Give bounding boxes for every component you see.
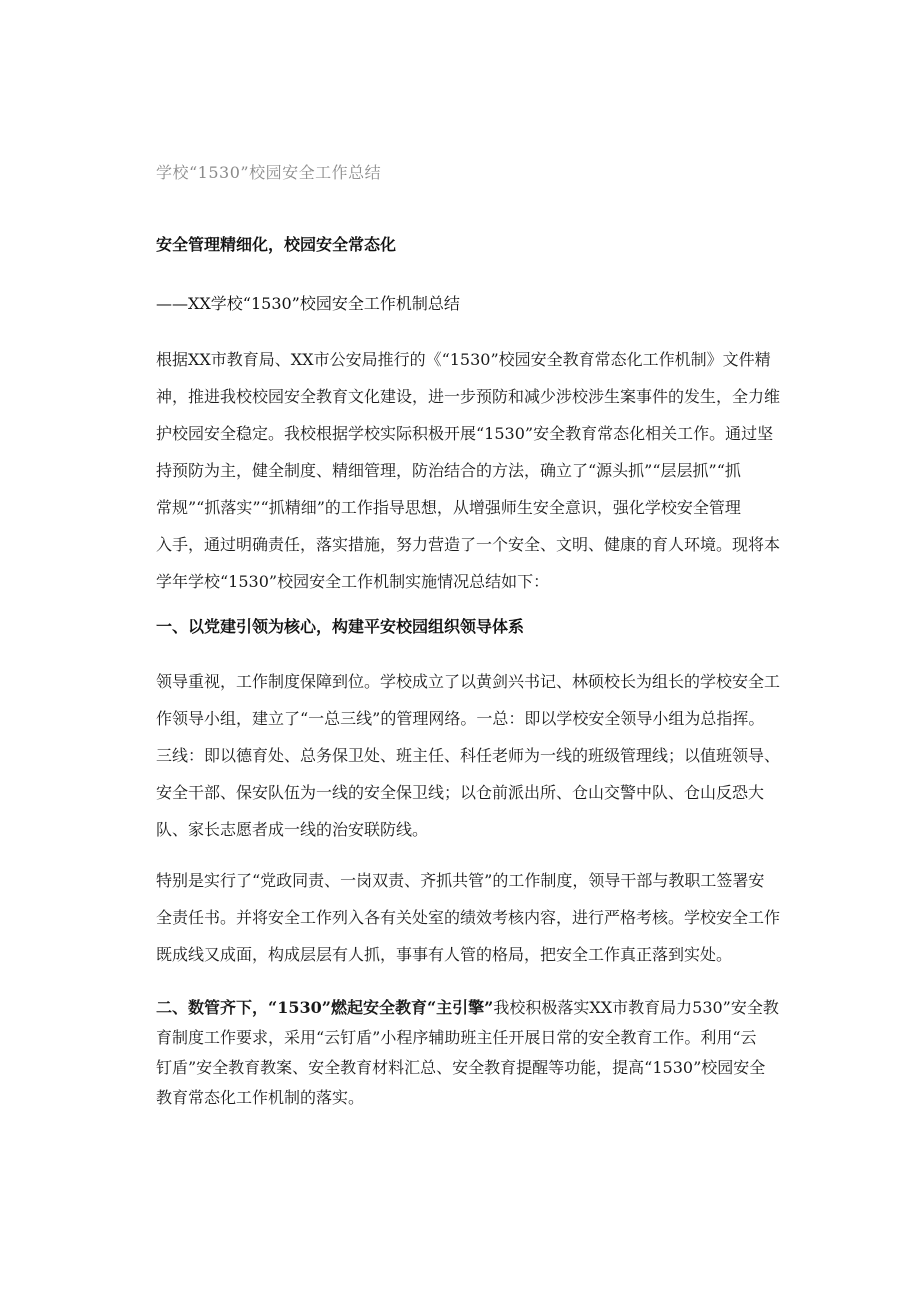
section-2-paragraph: [156, 993, 779, 1113]
paragraph-line: 安全干部、保安队伍为一线的安全保卫线；以仓前派出所、仓山交警中队、仓山反恐大: [156, 783, 765, 802]
paragraph-line: 作领导小组，建立了“一总三线”的管理网络。一总：即以学校安全领导小组为总指挥。: [156, 709, 765, 728]
paragraph-line: 护校园安全稳定。我校根据学校实际积极开展“1530”安全教育常态化相关工作。通过坚: [156, 424, 774, 443]
paragraph-line: 领导重视，工作制度保障到位。学校成立了以黄剑兴书记、林硕校长为组长的学校安全工: [156, 672, 781, 691]
section-1-paragraph-2: [156, 862, 781, 973]
paragraph-line: 队、家长志愿者成一线的治安联防线。: [156, 820, 429, 839]
paragraph-line: 常规”“抓落实”“抓精细”的工作指导思想，从增强师生安全意识，强化学校安全管理: [156, 498, 741, 517]
paragraph-line: 三线：即以德育处、总务保卫处、班主任、科任老师为一线的班级管理线；以值班领导、: [156, 746, 781, 765]
section-2-line-rest: 我校积极落实XX市教育局力530”安全教: [493, 998, 779, 1017]
section-2-heading: 二、数管齐下，“1530”燃起安全教育“主引擎”: [156, 998, 494, 1017]
paragraph-line: 教育常态化工作机制的落实。: [156, 1088, 365, 1107]
paragraph-line: 持预防为主，健全制度、精细管理，防治结合的方法，确立了“源头抓”“层层抓”“抓: [156, 461, 741, 480]
paragraph-line: 育制度工作要求，采用“云钉盾”小程序辅助班主任开展日常的安全教育工作。利用“云: [156, 1028, 757, 1047]
paragraph-line: 既成线又成面，构成层层有人抓，事事有人管的格局，把安全工作真正落到实处。: [156, 945, 733, 964]
paragraph-line: 入手，通过明确责任，落实措施，努力营造了一个安全、文明、健康的育人环境。现将本: [156, 535, 781, 554]
paragraph-line: 全责任书。并将安全工作列入各有关处室的绩效考核内容，进行严格考核。学校安全工作: [156, 908, 781, 927]
document-title: 学校“1530”校园安全工作总结: [156, 163, 382, 182]
paragraph-line: 特别是实行了“党政同责、一岗双责、齐抓共管”的工作制度，领导干部与教职工签署安: [156, 871, 765, 890]
subtitle: ——XX学校“1530”校园安全工作机制总结: [156, 294, 460, 313]
paragraph-line: 学年学校“1530”校园安全工作机制实施情况总结如下：: [156, 572, 550, 591]
section-2-first-line: [156, 993, 779, 1023]
main-heading: 安全管理精细化，校园安全常态化: [156, 235, 397, 254]
intro-paragraph: [156, 341, 781, 600]
paragraph-line: 根据XX市教育局、XX市公安局推行的《“1530”校园安全教育常态化工作机制》文件精: [156, 350, 771, 369]
section-1-heading: 一、以党建引领为核心，构建平安校园组织领导体系: [156, 617, 525, 636]
paragraph-line: 神，推进我校校园安全教育文化建设，进一步预防和减少涉校涉生案事件的发生，全力维: [156, 387, 781, 406]
paragraph-line: 钉盾”安全教育教案、安全教育材料汇总、安全教育提醒等功能，提高“1530”校园安全: [156, 1058, 766, 1077]
section-1-paragraph-1: [156, 663, 781, 848]
